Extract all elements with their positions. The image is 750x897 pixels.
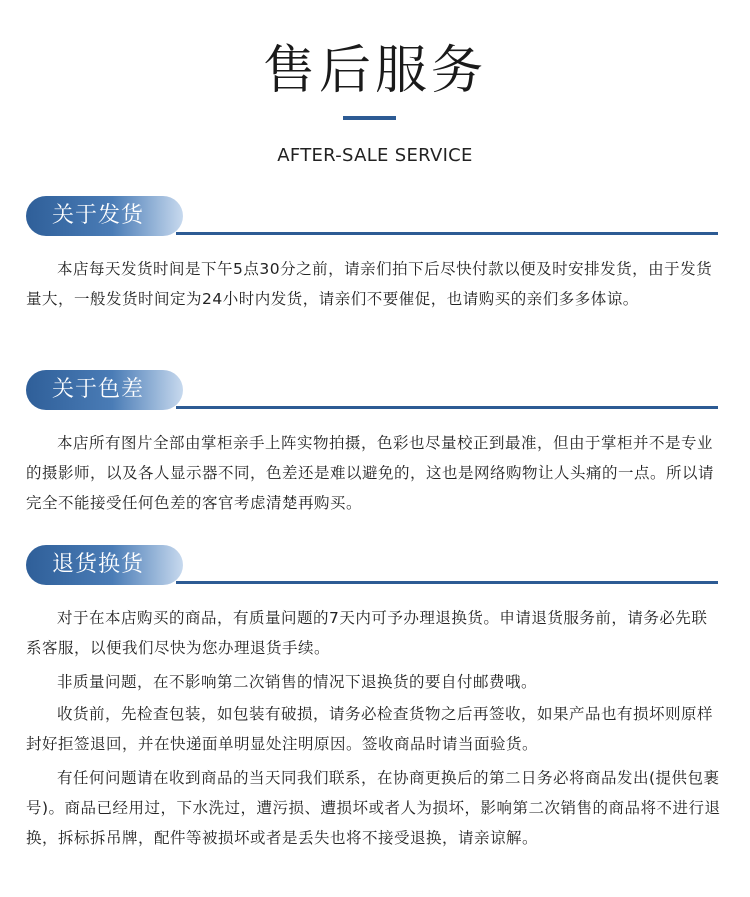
returns-paragraph-1: 对于在本店购买的商品，有质量问题的7天内可予办理退换货。申请退货服务前，请务必先联系客服，以便我们尽快为您办理退货手续。 [26,609,708,657]
returns-paragraph-3: 收货前，先检查包装，如包装有破损，请务必检查货物之后再签收，如果产品也有损坏则原样封好拒签退回，并在快递面单明显处注明原因。签收商品时请当面验货。 [26,705,714,753]
returns-paragraph-4: 有任何问题请在收到商品的当天同我们联系，在协商更换后的第二日务必将商品发出(提供包裹号)。商品已经用过，下水洗过，遭污损、遭损坏或者人为损坏，影响第二次销售的商品将不进行退换，拆标拆吊牌，配件等被损坏或者是丢失也将不接受退换，请亲谅解。 [26,769,721,847]
page-subtitle: AFTER-SALE SERVICE [277,145,473,166]
section-divider [176,581,718,584]
section-header-returns [26,545,718,585]
section-heading-color: 关于色差 [26,370,183,410]
color-paragraph: 本店所有图片全部由掌柜亲手上阵实物拍摄，色彩也尽量校正到最准，但由于掌柜并不是专业的摄影师，以及各人显示器不同，色差还是难以避免的，这也是网络购物让人头痛的一点。所以请完全不能接受任何色差的客官考虑清楚再购买。 [26,434,715,512]
section-heading-shipping: 关于发货 [26,196,183,236]
section-divider [176,232,718,235]
title-underline [343,116,396,120]
section-heading-returns: 退货换货 [26,545,183,585]
shipping-paragraph: 本店每天发货时间是下午5点30分之前，请亲们拍下后尽快付款以便及时安排发货，由于发货量大，一般发货时间定为24小时内发货，请亲们不要催促，也请购买的亲们多多体谅。 [26,260,713,308]
page-title: 售后服务 [262,41,487,101]
section-divider [176,406,718,409]
returns-paragraph-2: 非质量问题，在不影响第二次销售的情况下退换货的要自付邮费哦。 [57,673,538,691]
section-header-color [26,370,718,410]
section-header-shipping [26,196,718,236]
